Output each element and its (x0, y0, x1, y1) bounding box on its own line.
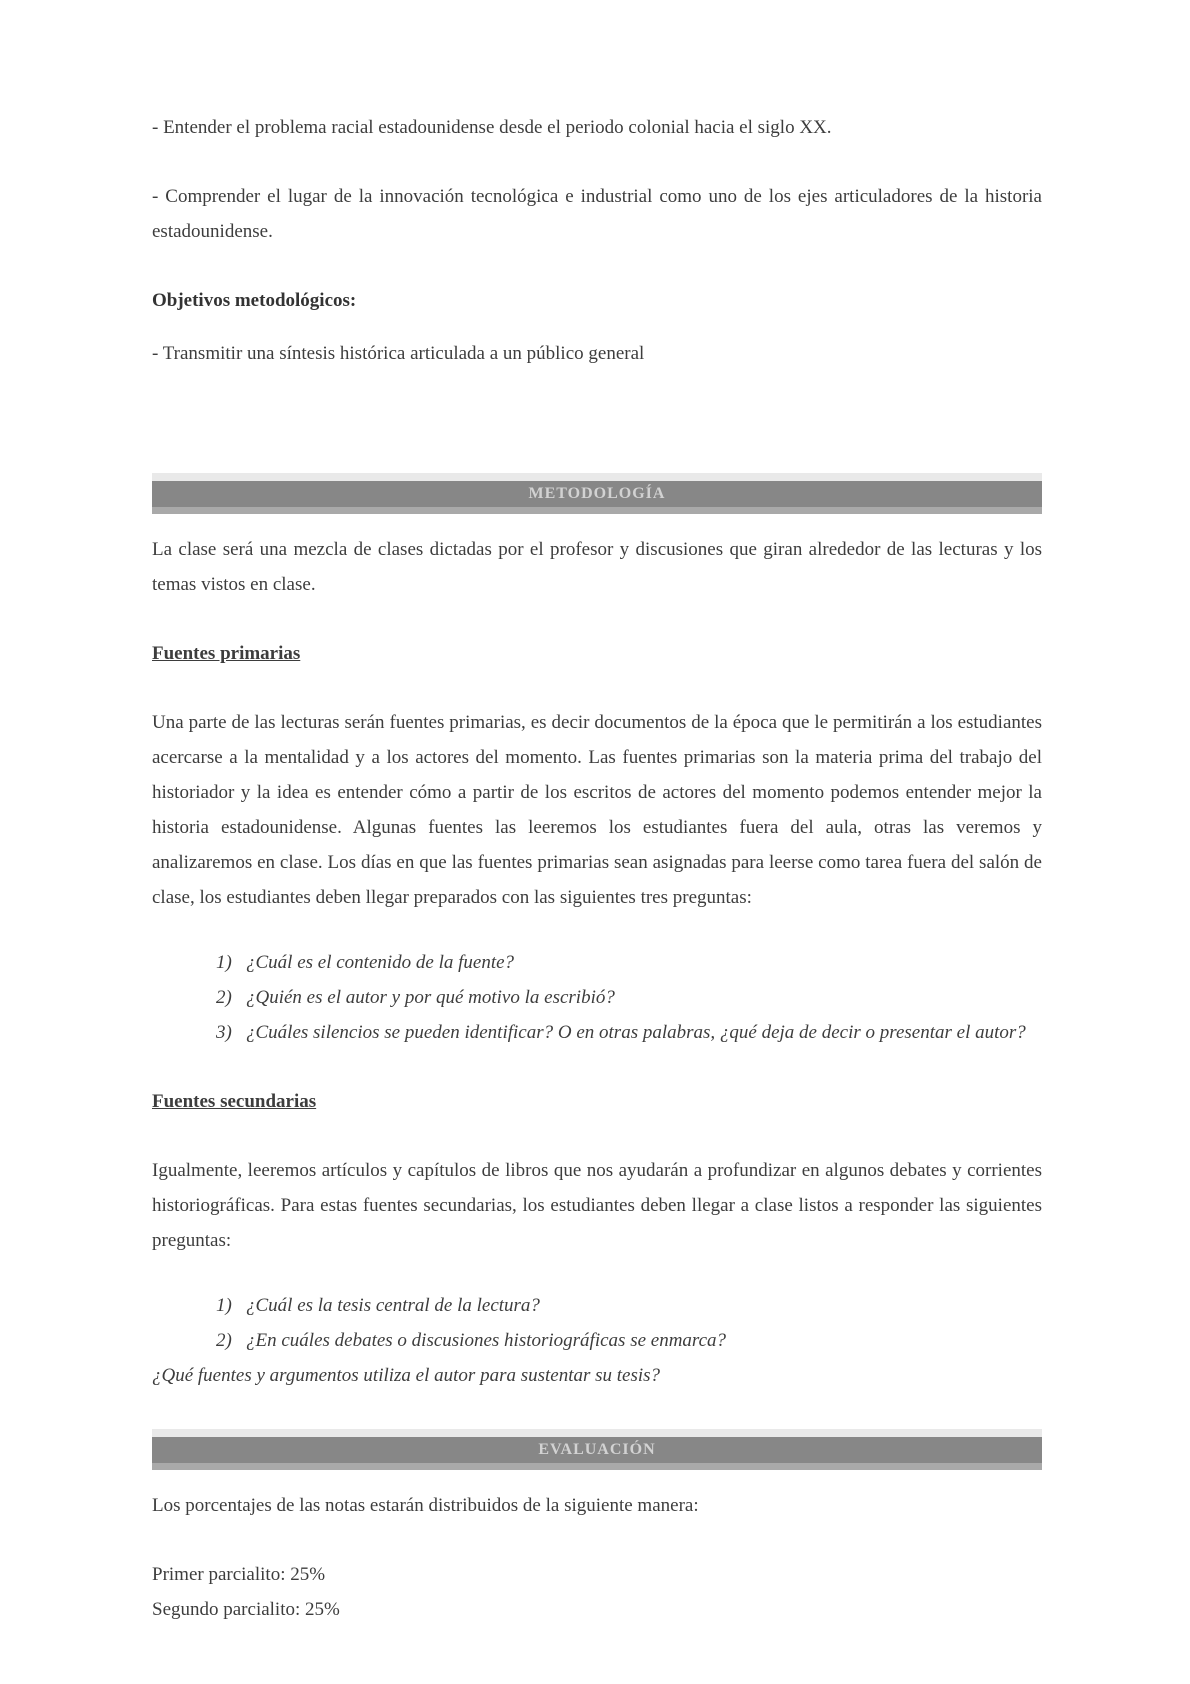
secondary-question-1: ¿Cuál es la tesis central de la lectura? (246, 1295, 540, 1316)
metodologia-intro-paragraph: La clase será una mezcla de clases dictadas por el profesor y discusiones que giran alrededor de las lecturas y los temas vistos en clase. (152, 539, 1042, 595)
fuentes-primarias-heading: Fuentes primarias (152, 643, 301, 664)
grade-item-second-partial: Segundo parcialito: 25% (152, 1599, 340, 1620)
grade-item-first-partial: Primer parcialito: 25% (152, 1564, 326, 1585)
objective-bullet-racial: - Entender el problema racial estadounidense desde el periodo colonial hacia el siglo XX. (152, 117, 832, 138)
evaluacion-intro-paragraph: Los porcentajes de las notas estarán distribuidos de la siguiente manera: (152, 1495, 699, 1516)
metodologia-section-banner: METODOLOGÍA (152, 473, 1042, 514)
fuentes-primarias-paragraph: Una parte de las lecturas serán fuentes primarias, es decir documentos de la época que le permitirán a los estudiantes acercarse a la mentalidad y a los actores del momento. Las fuentes primarias son la materia prima del trabajo del historiador y la idea es entender cómo a partir de los escritos de actores del momento podemos entender mejor la historia estadounidense. Algunas fuentes las leeremos los estudiantes fuera del aula, otras las veremos y analizaremos en clase. Los días en que las fuentes primarias sean asignadas para leerse como tarea fuera del salón de clase, los estudiantes deben llegar preparados con las siguientes tres preguntas: (152, 712, 1042, 908)
fuentes-secundarias-paragraph: Igualmente, leeremos artículos y capítulos de libros que nos ayudarán a profundizar en algunos debates y corrientes historiográficas. Para estas fuentes secundarias, los estudiantes deben llegar a clase listos a responder las siguientes preguntas: (152, 1160, 1042, 1251)
objective-bullet-synthesis: - Transmitir una síntesis histórica articulada a un público general (152, 343, 645, 364)
fuentes-primarias-question-list (152, 945, 1042, 1050)
secondary-extra-question: ¿Qué fuentes y argumentos utiliza el autor para sustentar su tesis? (152, 1365, 661, 1386)
grade-breakdown (152, 1557, 1042, 1627)
fuentes-secundarias-question-list (152, 1288, 1042, 1358)
primary-question-2: ¿Quién es el autor y por qué motivo la escribió? (246, 987, 615, 1008)
evaluacion-section-banner: EVALUACIÓN (152, 1429, 1042, 1470)
primary-question-3: ¿Cuáles silencios se pueden identificar? O en otras palabras, ¿qué deja de decir o presentar el autor? (246, 1022, 1026, 1043)
objective-bullet-innovation: - Comprender el lugar de la innovación tecnológica e industrial como uno de los ejes articuladores de la historia estadounidense. (152, 186, 1042, 242)
primary-question-1: ¿Cuál es el contenido de la fuente? (246, 952, 515, 973)
methodological-objectives-heading: Objetivos metodológicos: (152, 290, 357, 311)
secondary-question-2: ¿En cuáles debates o discusiones historiográficas se enmarca? (246, 1330, 727, 1351)
fuentes-secundarias-heading: Fuentes secundarias (152, 1091, 317, 1112)
